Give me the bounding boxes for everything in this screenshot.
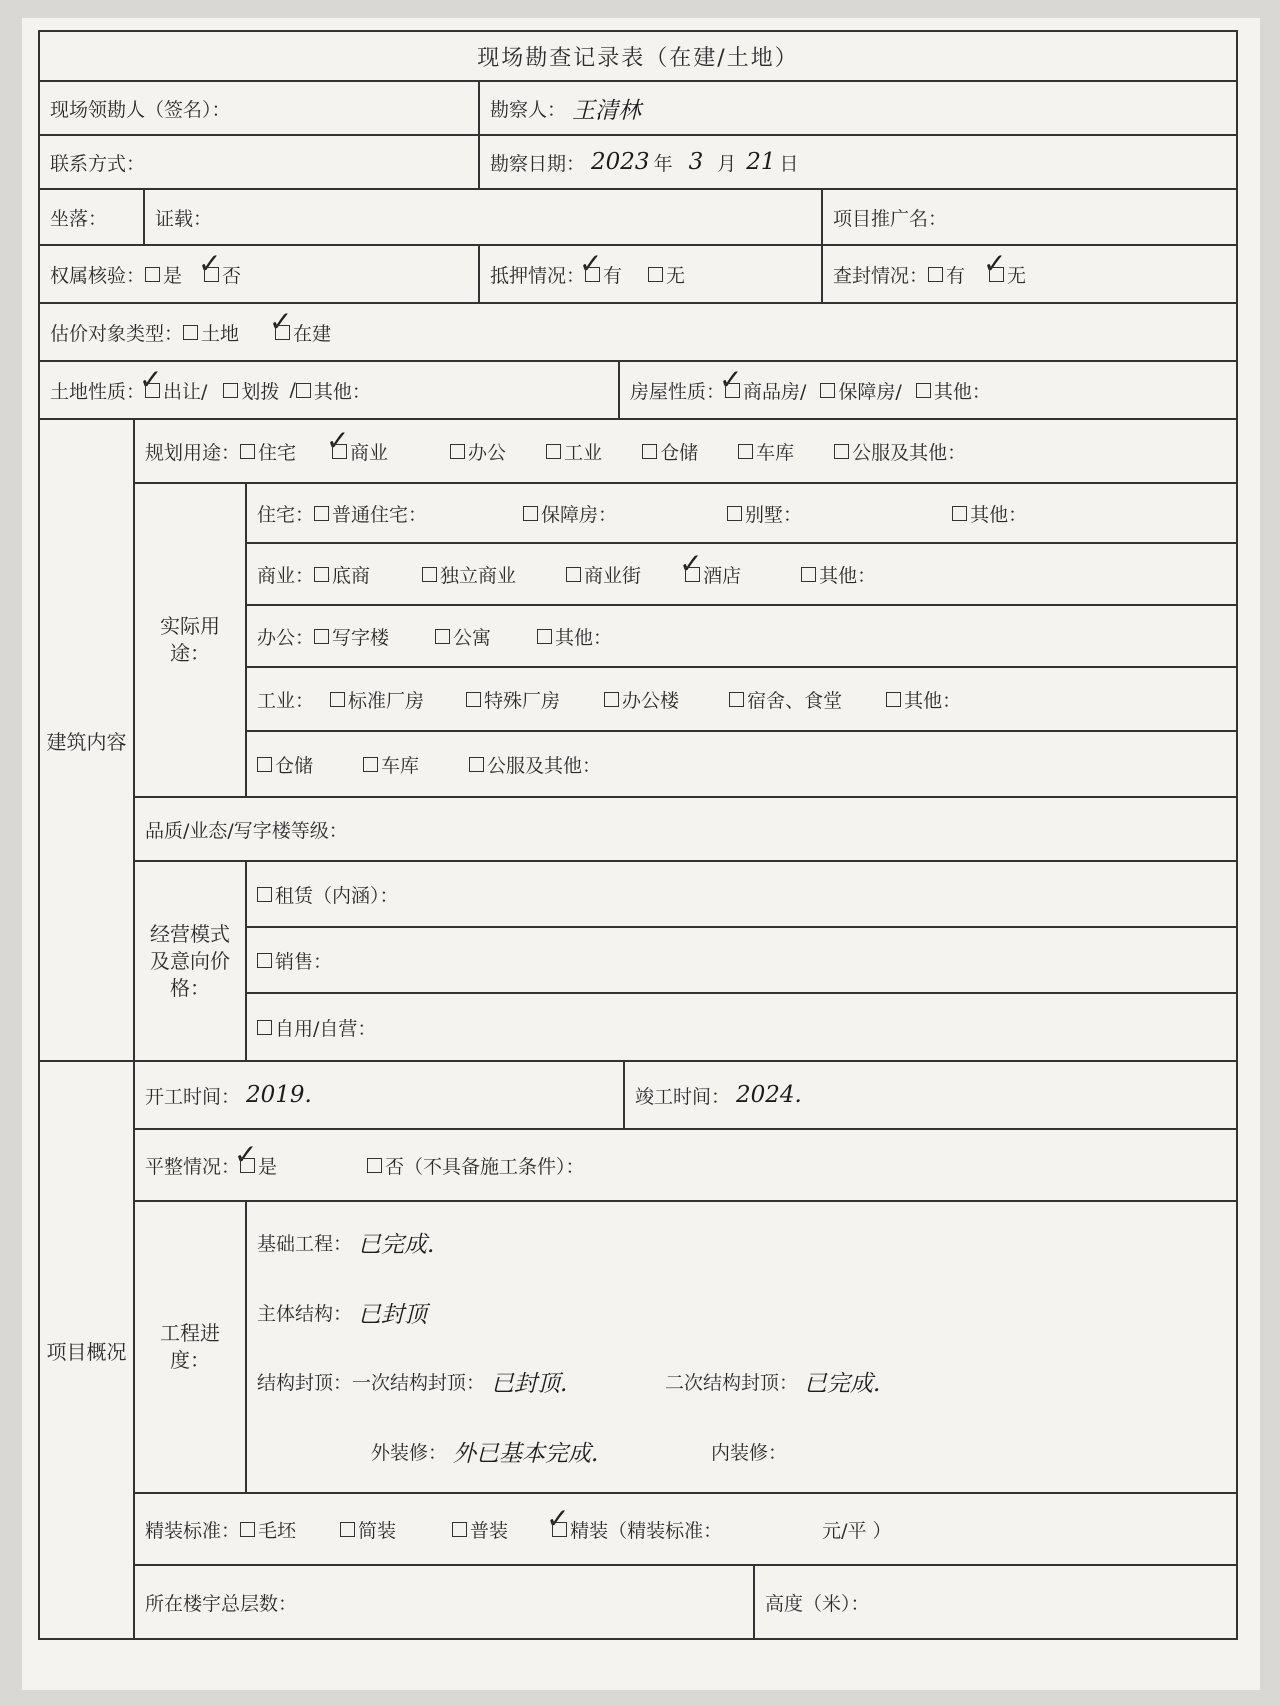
misc-garage-option[interactable] [363,751,419,778]
checkbox[interactable] [240,1522,255,1537]
checkbox[interactable] [648,267,663,282]
house-commodity-option[interactable] [719,362,807,404]
option-label: 否 [222,264,242,287]
option-label: 商业 [350,441,389,464]
type-build-option[interactable] [269,304,332,346]
option-label: 车库 [381,754,420,777]
checkbox[interactable] [257,887,272,902]
checkbox[interactable] [314,629,329,644]
project-overview-label: 项目概况 [40,1062,135,1638]
actual-industrial-row [247,668,1236,732]
project-overview-section [40,1062,1236,1638]
finish-fine-option[interactable] [546,1501,723,1543]
actual-misc-row [247,732,1236,796]
object-type-field [40,304,1236,360]
mortgage-no-option[interactable] [648,261,685,288]
business-mode-block [135,862,1236,1060]
checkbox[interactable] [469,757,484,772]
office-other-option[interactable] [537,623,612,650]
ownership-label: 权属核验： [50,264,146,287]
actual-misc-field [247,732,1236,796]
leveling-field [135,1130,1236,1200]
option-label: 办公楼 [622,689,680,712]
checkbox[interactable] [566,567,581,582]
actual-commercial-field [247,544,1236,604]
checkbox[interactable] [727,506,742,521]
land-transfer-option[interactable] [139,362,208,404]
checkbox[interactable] [435,629,450,644]
date-day-unit: 日 [779,152,799,175]
biz-self-option[interactable] [247,994,1236,1060]
option-label: 出让/ [163,380,208,403]
ownership-check [40,246,480,302]
option-label: 其他： [904,689,962,712]
plan-option-storage[interactable] [642,438,698,465]
option-label: 销售： [275,950,333,973]
survey-date-field[interactable] [480,136,1236,188]
industrial-other-option[interactable] [886,686,961,713]
house-afford-option[interactable] [820,377,901,404]
mortgage-yes-option[interactable] [579,246,623,288]
option-label: 写字楼 [332,626,390,649]
form-title: 现场勘查记录表（在建/土地） [477,45,799,71]
finish-normal-option[interactable] [452,1516,508,1543]
checkbox[interactable] [257,1020,272,1035]
actual-industrial-field [247,668,1236,730]
checkbox[interactable] [834,444,849,459]
residential-label: 住宅： [257,503,315,526]
location-label: 坐落： [50,207,108,230]
checkbox[interactable] [916,383,931,398]
finish-label: 精装标准： [145,1519,241,1542]
residential-villa-option[interactable] [727,500,802,527]
commercial-shop-option[interactable] [314,561,370,588]
option-label: 租赁（内涵）： [275,884,399,907]
option-label: 独立商业 [440,564,517,587]
plan-option-garage[interactable] [738,438,794,465]
option-label: 车库 [756,441,795,464]
checkbox[interactable] [367,1158,382,1173]
checkbox[interactable] [450,444,465,459]
finish-standard-field [135,1494,1236,1564]
schedule-row [135,1062,1236,1130]
capping-label: 结构封顶： [257,1372,353,1395]
actual-office-row [247,606,1236,668]
date-month: 3 [688,149,704,175]
option-label: 特殊厂房 [484,689,561,712]
option-label: 公服及其他： [852,441,967,464]
date-year: 2023 [591,149,650,175]
location-field[interactable] [40,190,145,244]
building-content-section [40,420,1236,1062]
mortgage-check [480,246,823,302]
start-time-value: 2019. [246,1082,312,1108]
checkbox[interactable] [340,1522,355,1537]
checkbox[interactable] [537,629,552,644]
checkbox[interactable] [685,567,700,582]
checkbox[interactable] [257,953,272,968]
checkbox[interactable] [145,383,160,398]
row-contact [40,136,1236,190]
option-label: 是 [163,264,183,287]
quality-field[interactable] [135,798,1236,860]
start-time-label: 开工时间： [145,1085,241,1108]
business-mode-label: 经营模式及意向价格： [135,862,247,1060]
floors-row [135,1566,1236,1638]
plan-option-commercial[interactable] [326,423,389,465]
height-field[interactable] [755,1566,1236,1638]
industrial-standard-option[interactable] [330,686,424,713]
date-day: 21 [746,149,776,175]
check-mark-icon: ✓ [234,1137,258,1171]
end-time-label: 竣工时间： [635,1085,731,1108]
checkbox[interactable] [820,383,835,398]
option-label: 无 [1007,264,1027,287]
actual-office-field [247,606,1236,666]
option-label: 办公 [468,441,507,464]
quality-label: 品质/业态/写字楼等级： [145,819,348,842]
main-structure-label: 主体结构： [257,1302,353,1325]
actual-use-label: 实际用途： [135,484,247,796]
finish-simple-option[interactable] [340,1516,396,1543]
option-label: 其他： [933,380,991,403]
check-mark-icon: ✓ [139,362,163,396]
biz-self-row [247,994,1236,1060]
commercial-street-option[interactable] [566,561,641,588]
option-label: 无 [666,264,686,287]
finish-standard-row [135,1494,1236,1566]
residential-other-option[interactable] [952,500,1027,527]
office-tower-option[interactable] [314,623,389,650]
option-label: 标准厂房 [348,689,425,712]
option-label: 划拨 [241,380,280,403]
option-label: 自用/自营： [275,1017,377,1040]
row-land-nature [40,362,1236,420]
residential-afford-option[interactable] [523,500,617,527]
checkbox[interactable] [145,267,160,282]
option-label: 有 [946,264,966,287]
residential-normal-option[interactable] [314,500,427,527]
foundation-field[interactable] [247,1226,1236,1259]
cap1-label: 一次结构封顶： [352,1372,486,1395]
option-label: 是 [258,1155,278,1178]
planned-use-row [135,420,1236,484]
house-nature-label: 房屋性质： [630,380,726,403]
checkbox[interactable] [729,692,744,707]
biz-sale-row [247,928,1236,994]
survey-form [38,30,1238,1640]
option-label: 毛坯 [258,1519,297,1542]
plan-option-public[interactable] [834,438,966,465]
checkbox[interactable] [952,506,967,521]
checkbox[interactable] [552,1522,567,1537]
checkbox[interactable] [314,506,329,521]
checkbox[interactable] [363,757,378,772]
check-mark-icon: ✓ [983,246,1007,280]
lead-label: 现场领勘人（签名）： [50,98,231,121]
option-label: 简装 [358,1519,397,1542]
checkbox[interactable] [546,444,561,459]
option-label: 仓储 [660,441,699,464]
commercial-standalone-option[interactable] [422,561,516,588]
checkbox[interactable] [738,444,753,459]
option-label: 宿舍、食堂 [747,689,843,712]
floors-field[interactable] [135,1566,755,1638]
ownership-no-option[interactable] [198,246,242,288]
commercial-hotel-option[interactable] [679,546,742,588]
option-label: 土地 [201,322,240,345]
leveling-row [135,1130,1236,1202]
height-label: 高度（米）： [765,1592,870,1615]
misc-public-option[interactable] [469,751,601,778]
row-ownership [40,246,1236,304]
date-month-unit: 月 [717,152,737,175]
check-mark-icon: ✓ [198,246,222,280]
check-mark-icon: ✓ [269,304,293,338]
industrial-label: 工业： [257,689,315,712]
seal-check [823,246,1236,302]
land-nature-field [40,362,620,418]
checkbox[interactable] [452,1522,467,1537]
commercial-other-option[interactable] [801,561,876,588]
option-label: 其他： [313,380,371,403]
contact-label: 联系方式： [50,152,146,175]
mortgage-label: 抵押情况： [490,264,586,287]
progress-label: 工程进度： [135,1202,247,1492]
office-label: 办公： [257,626,315,649]
industrial-dorm-option[interactable] [729,686,842,713]
house-other-option[interactable] [916,377,991,404]
surveyor-field[interactable] [480,82,1236,134]
plan-option-residential[interactable] [240,438,296,465]
house-nature-field [620,362,1236,418]
checkbox[interactable] [183,325,198,340]
promo-name-field[interactable] [823,190,1236,244]
end-time-field[interactable] [625,1062,1236,1128]
finish-unit: 元/平 ） [822,1519,892,1542]
object-type-label: 估价对象类型： [50,322,184,345]
option-label: 精装（精装标准： [570,1519,723,1542]
checkbox[interactable] [223,383,238,398]
land-alloc-option[interactable] [223,377,279,404]
option-label: 有 [603,264,623,287]
check-mark-icon: ✓ [546,1501,570,1535]
actual-commercial-row [247,544,1236,606]
option-label: 别墅： [745,503,803,526]
option-label: 仓储 [275,754,314,777]
end-time-value: 2024. [736,1082,802,1108]
exterior-value: 外已基本完成. [453,1440,599,1467]
promo-label: 项目推广名： [833,207,948,230]
cap1-value: 已封顶. [491,1371,568,1398]
leveling-label: 平整情况： [145,1155,241,1178]
surveyor-label: 勘察人： [490,98,567,121]
checkbox[interactable] [801,567,816,582]
separator: / [289,379,296,401]
actual-residential-field [247,484,1236,542]
actual-use-block [135,484,1236,798]
checkbox[interactable] [240,1158,255,1173]
planned-use-field [135,420,1236,482]
checkbox[interactable] [330,692,345,707]
row-object-type [40,304,1236,362]
seal-no-option[interactable] [983,246,1027,288]
option-label: 普装 [470,1519,509,1542]
floors-label: 所在楼宇总层数： [145,1592,298,1615]
quality-row [135,798,1236,862]
option-label: 保障房/ [838,380,902,403]
seal-yes-option[interactable] [928,261,965,288]
office-apartment-option[interactable] [435,623,491,650]
date-year-unit: 年 [653,152,673,175]
option-label: 否（不具备施工条件）： [385,1155,585,1178]
checkbox[interactable] [204,267,219,282]
checkbox[interactable] [296,383,311,398]
land-nature-label: 土地性质： [50,380,146,403]
biz-rent-option[interactable] [247,862,1236,926]
option-label: 酒店 [703,564,742,587]
cap2-value: 已完成. [804,1371,881,1398]
option-label: 普通住宅： [332,503,428,526]
commercial-label: 商业： [257,564,315,587]
plan-option-office[interactable] [450,438,506,465]
check-mark-icon: ✓ [326,423,350,457]
option-label: 其他： [970,503,1028,526]
checkbox[interactable] [642,444,657,459]
leveling-yes-option[interactable] [234,1137,278,1179]
option-label: 在建 [293,322,332,345]
option-label: 商业街 [584,564,642,587]
industrial-special-option[interactable] [466,686,560,713]
check-mark-icon: ✓ [719,362,743,396]
planned-use-label: 规划用途： [145,441,241,464]
building-content-label: 建筑内容 [40,420,135,1060]
type-land-option[interactable] [183,319,239,346]
checkbox[interactable] [332,444,347,459]
decoration-field [247,1435,1236,1468]
option-label: 公服及其他： [487,754,602,777]
checkbox[interactable] [314,567,329,582]
option-label: 底商 [332,564,371,587]
option-label: 工业 [564,441,603,464]
biz-sale-option[interactable] [247,928,1236,992]
row-location [40,190,1236,246]
option-label: 其他： [819,564,877,587]
foundation-label: 基础工程： [257,1233,353,1256]
title-row [40,32,1236,82]
checkbox[interactable] [523,506,538,521]
checkbox[interactable] [989,267,1004,282]
capping-field [247,1365,1236,1398]
option-label: 其他： [555,626,613,649]
actual-residential-row [247,484,1236,544]
option-label: 住宅 [258,441,297,464]
option-label: 公寓 [453,626,492,649]
lead-signature-field[interactable] [40,82,480,134]
land-other-option[interactable] [296,377,371,404]
plan-option-industrial[interactable] [546,438,602,465]
biz-rent-row [247,862,1236,928]
start-time-field[interactable] [135,1062,625,1128]
cert-label: 证载： [155,207,213,230]
checkbox[interactable] [422,567,437,582]
cap2-label: 二次结构封顶： [665,1372,799,1395]
checkbox[interactable] [257,757,272,772]
check-mark-icon: ✓ [579,246,603,280]
checkbox[interactable] [725,383,740,398]
leveling-no-option[interactable] [367,1152,585,1179]
certificate-field[interactable] [145,190,823,244]
checkbox[interactable] [240,444,255,459]
industrial-office-option[interactable] [604,686,679,713]
interior-label: 内装修： [711,1441,788,1464]
finish-rough-option[interactable] [240,1516,296,1543]
progress-block [135,1202,1236,1494]
ownership-yes-option[interactable] [145,261,182,288]
option-label: 保障房： [541,503,618,526]
checkbox[interactable] [604,692,619,707]
seal-label: 查封情况： [833,264,929,287]
main-structure-field[interactable] [247,1296,1236,1329]
date-label: 勘察日期： [490,152,586,175]
misc-storage-option[interactable] [257,751,313,778]
checkbox[interactable] [466,692,481,707]
checkbox[interactable] [275,325,290,340]
surveyor-value: 王清林 [572,97,642,124]
exterior-label: 外装修： [371,1441,448,1464]
checkbox[interactable] [928,267,943,282]
foundation-value: 已完成. [358,1232,435,1259]
checkbox[interactable] [886,692,901,707]
row-lead [40,82,1236,136]
check-mark-icon: ✓ [679,546,703,580]
checkbox[interactable] [585,267,600,282]
option-label: 商品房/ [743,380,807,403]
contact-field[interactable] [40,136,480,188]
main-structure-value: 已封顶 [358,1301,428,1328]
